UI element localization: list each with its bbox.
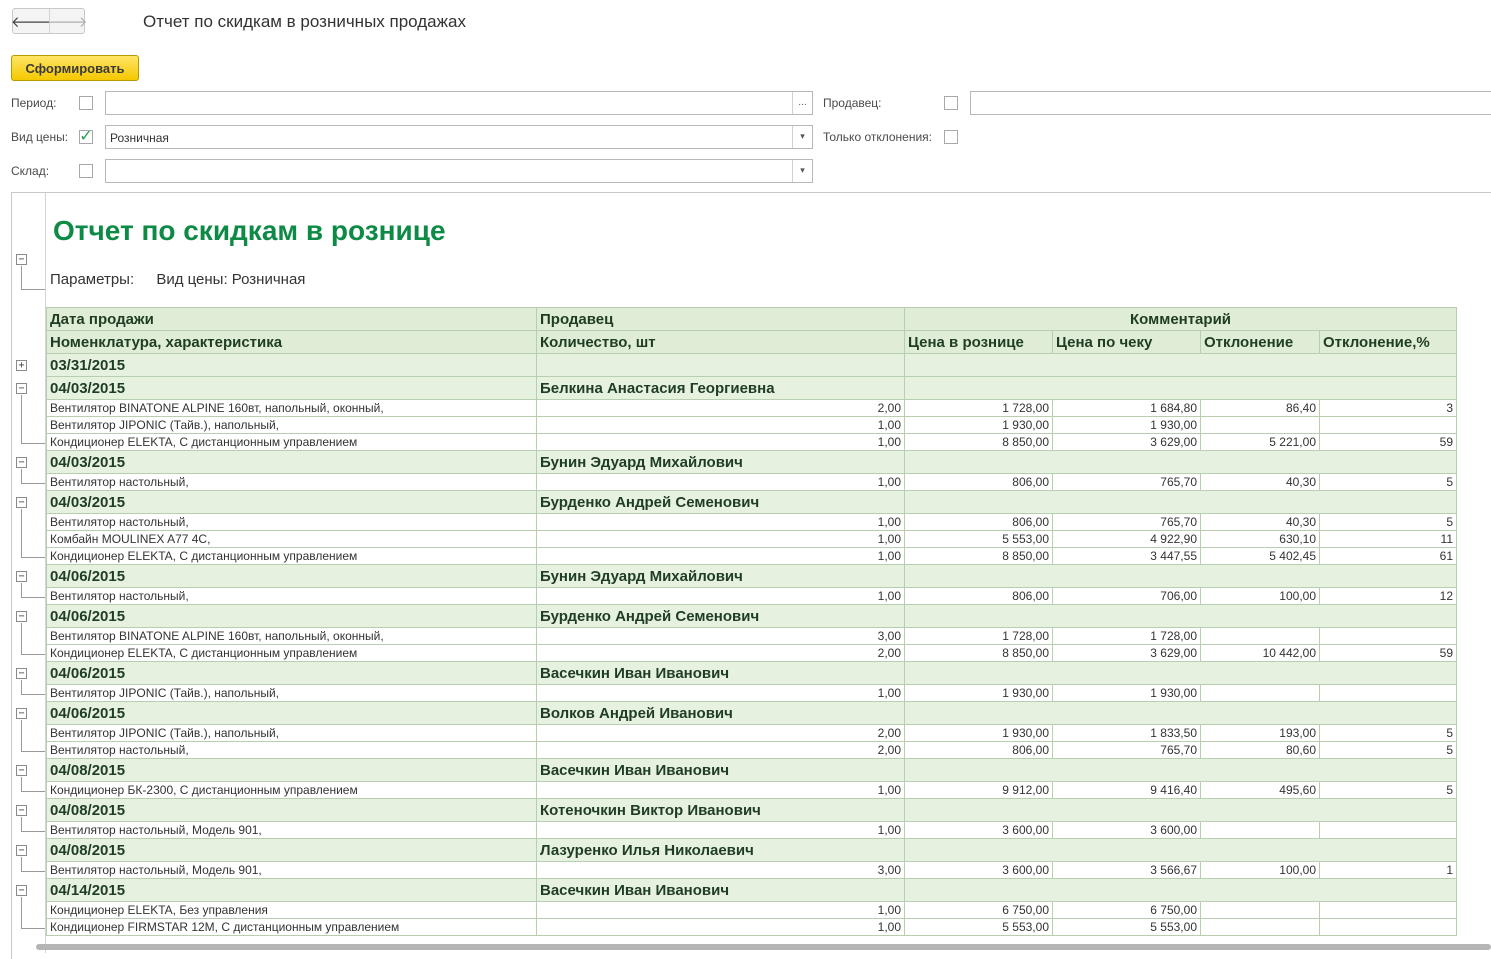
header-sale-date: Дата продажи bbox=[47, 308, 537, 331]
deviation-cell: 40,30 bbox=[1201, 514, 1320, 531]
tree-line bbox=[21, 897, 22, 928]
deviation-pct-cell: 5 bbox=[1320, 474, 1457, 491]
deviation-pct-cell bbox=[1320, 822, 1457, 839]
tree-line bbox=[21, 694, 45, 695]
deviation-cell: 10 442,00 bbox=[1201, 645, 1320, 662]
deviation-cell: 5 221,00 bbox=[1201, 434, 1320, 451]
check-price-cell: 1 930,00 bbox=[1053, 685, 1201, 702]
report-parameters bbox=[50, 271, 305, 288]
group-row[interactable] bbox=[47, 565, 1457, 588]
report-table bbox=[46, 307, 1457, 936]
table-row bbox=[47, 474, 1457, 491]
group-date: 04/06/2015 bbox=[47, 662, 537, 685]
check-price-cell: 765,70 bbox=[1053, 474, 1201, 491]
group-comment-cell bbox=[905, 565, 1457, 588]
deviation-pct-cell: 11 bbox=[1320, 531, 1457, 548]
group-row[interactable] bbox=[47, 702, 1457, 725]
item-cell: Вентилятор настольный, bbox=[47, 514, 537, 531]
item-cell: Кондиционер ELEKTA, С дистанционным управлением bbox=[47, 434, 537, 451]
tree-line bbox=[21, 289, 45, 290]
tree-line bbox=[21, 583, 22, 597]
tree-line bbox=[21, 266, 22, 290]
check-price-cell: 1 684,80 bbox=[1053, 400, 1201, 417]
table-row bbox=[47, 725, 1457, 742]
deviation-pct-cell bbox=[1320, 919, 1457, 936]
window-title: Отчет по скидкам в розничных продажах bbox=[143, 12, 466, 31]
quantity-cell: 3,00 bbox=[537, 628, 905, 645]
table-row bbox=[47, 822, 1457, 839]
table-row bbox=[47, 531, 1457, 548]
collapse-icon[interactable]: − bbox=[16, 571, 27, 582]
only-deviations-checkbox[interactable] bbox=[944, 130, 958, 144]
group-comment-cell bbox=[905, 799, 1457, 822]
expand-icon[interactable]: + bbox=[16, 360, 27, 371]
tree-line bbox=[21, 597, 45, 598]
deviation-cell bbox=[1201, 822, 1320, 839]
retail-price-cell: 9 912,00 bbox=[905, 782, 1053, 799]
header-deviation-pct: Отклонение,% bbox=[1320, 331, 1457, 354]
quantity-cell: 1,00 bbox=[537, 588, 905, 605]
check-price-cell: 6 750,00 bbox=[1053, 902, 1201, 919]
deviation-pct-cell bbox=[1320, 417, 1457, 434]
group-date: 04/08/2015 bbox=[47, 759, 537, 782]
collapse-icon[interactable]: − bbox=[16, 845, 27, 856]
item-cell: Кондиционер ELEKTA, С дистанционным управлением bbox=[47, 645, 537, 662]
tree-line bbox=[21, 871, 45, 872]
header-item: Номенклатура, характеристика bbox=[47, 331, 537, 354]
tree-line bbox=[21, 557, 45, 558]
group-seller: Бунин Эдуард Михайлович bbox=[537, 565, 905, 588]
retail-price-cell: 5 553,00 bbox=[905, 531, 1053, 548]
table-row bbox=[47, 548, 1457, 565]
group-date: 04/06/2015 bbox=[47, 605, 537, 628]
quantity-cell: 1,00 bbox=[537, 822, 905, 839]
collapse-icon[interactable]: − bbox=[16, 885, 27, 896]
group-row[interactable] bbox=[47, 839, 1457, 862]
quantity-cell: 1,00 bbox=[537, 434, 905, 451]
table-row bbox=[47, 685, 1457, 702]
seller-field[interactable] bbox=[970, 91, 1491, 115]
header-retail-price: Цена в рознице bbox=[905, 331, 1053, 354]
table-row bbox=[47, 514, 1457, 531]
group-date: 04/14/2015 bbox=[47, 879, 537, 902]
collapse-icon[interactable]: − bbox=[16, 668, 27, 679]
group-date: 04/03/2015 bbox=[47, 491, 537, 514]
group-seller: Котеночкин Виктор Иванович bbox=[537, 799, 905, 822]
group-row[interactable] bbox=[47, 759, 1457, 782]
check-price-cell: 4 922,90 bbox=[1053, 531, 1201, 548]
header-deviation: Отклонение bbox=[1201, 331, 1320, 354]
tree-line bbox=[21, 720, 22, 751]
deviation-cell bbox=[1201, 685, 1320, 702]
group-date: 04/06/2015 bbox=[47, 565, 537, 588]
tree-line bbox=[21, 928, 45, 929]
seller-checkbox[interactable] bbox=[944, 96, 958, 110]
table-row bbox=[47, 742, 1457, 759]
price-type-checkbox[interactable] bbox=[79, 125, 93, 145]
table-row bbox=[47, 434, 1457, 451]
tree-line bbox=[21, 469, 22, 483]
retail-price-cell: 8 850,00 bbox=[905, 434, 1053, 451]
deviation-cell bbox=[1201, 417, 1320, 434]
check-price-cell: 765,70 bbox=[1053, 742, 1201, 759]
quantity-cell: 3,00 bbox=[537, 862, 905, 879]
quantity-cell: 2,00 bbox=[537, 400, 905, 417]
deviation-pct-cell: 3 bbox=[1320, 400, 1457, 417]
retail-price-cell: 3 600,00 bbox=[905, 862, 1053, 879]
tree-line bbox=[21, 831, 45, 832]
retail-price-cell: 806,00 bbox=[905, 474, 1053, 491]
checkmark-icon: ✓ bbox=[79, 125, 93, 145]
group-row-collapsed[interactable] bbox=[47, 354, 1457, 377]
group-date: 04/03/2015 bbox=[47, 451, 537, 474]
item-cell: Вентилятор настольный, Модель 901, bbox=[47, 862, 537, 879]
group-comment-cell bbox=[905, 759, 1457, 782]
table-row bbox=[47, 862, 1457, 879]
collapse-icon[interactable]: − bbox=[16, 611, 27, 622]
group-seller: Волков Андрей Иванович bbox=[537, 702, 905, 725]
navigation-buttons bbox=[10, 8, 88, 34]
table-row bbox=[47, 902, 1457, 919]
deviation-cell: 100,00 bbox=[1201, 862, 1320, 879]
group-comment-cell bbox=[905, 451, 1457, 474]
group-row[interactable] bbox=[47, 377, 1457, 400]
group-seller: Лазуренко Илья Николаевич bbox=[537, 839, 905, 862]
group-row[interactable] bbox=[47, 605, 1457, 628]
item-cell: Вентилятор JIPONIC (Тайв.), напольный, bbox=[47, 725, 537, 742]
header-comment: Комментарий bbox=[905, 308, 1457, 331]
check-price-cell: 765,70 bbox=[1053, 514, 1201, 531]
tree-line bbox=[21, 680, 22, 694]
deviation-cell: 5 402,45 bbox=[1201, 548, 1320, 565]
collapse-icon[interactable]: − bbox=[16, 254, 27, 265]
item-cell: Комбайн MOULINEX A77 4C, bbox=[47, 531, 537, 548]
deviation-cell: 495,60 bbox=[1201, 782, 1320, 799]
quantity-cell: 1,00 bbox=[537, 685, 905, 702]
group-seller: Васечкин Иван Иванович bbox=[537, 759, 905, 782]
period-label: Период: bbox=[11, 96, 57, 110]
tree-line bbox=[21, 623, 22, 654]
tree-line bbox=[21, 483, 45, 484]
group-row[interactable] bbox=[47, 879, 1457, 902]
group-comment-cell bbox=[905, 491, 1457, 514]
item-cell: Вентилятор настольный, bbox=[47, 474, 537, 491]
deviation-pct-cell: 5 bbox=[1320, 742, 1457, 759]
deviation-cell: 100,00 bbox=[1201, 588, 1320, 605]
quantity-cell: 1,00 bbox=[537, 514, 905, 531]
group-seller: Васечкин Иван Иванович bbox=[537, 662, 905, 685]
item-cell: Кондиционер БК-2300, С дистанционным управлением bbox=[47, 782, 537, 799]
quantity-cell: 2,00 bbox=[537, 645, 905, 662]
table-row bbox=[47, 919, 1457, 936]
group-date: 04/08/2015 bbox=[47, 839, 537, 862]
group-row[interactable] bbox=[47, 451, 1457, 474]
check-price-cell: 9 416,40 bbox=[1053, 782, 1201, 799]
check-price-cell: 1 728,00 bbox=[1053, 628, 1201, 645]
check-price-cell: 1 833,50 bbox=[1053, 725, 1201, 742]
item-cell: Вентилятор BINATONE ALPINE 160вт, напольный, оконный, bbox=[47, 400, 537, 417]
deviation-cell bbox=[1201, 902, 1320, 919]
item-cell: Вентилятор настольный, bbox=[47, 742, 537, 759]
header-check-price: Цена по чеку bbox=[1053, 331, 1201, 354]
collapse-icon[interactable]: − bbox=[16, 497, 27, 508]
deviation-cell: 80,60 bbox=[1201, 742, 1320, 759]
report-title: Отчет по скидкам в рознице bbox=[53, 215, 446, 246]
price-type-field[interactable] bbox=[105, 125, 813, 149]
generate-button[interactable]: Сформировать bbox=[11, 55, 139, 81]
deviation-pct-cell: 5 bbox=[1320, 514, 1457, 531]
collapse-icon[interactable]: − bbox=[16, 765, 27, 776]
deviation-pct-cell bbox=[1320, 685, 1457, 702]
only-deviations-label: Только отклонения: bbox=[823, 130, 933, 144]
deviation-pct-cell: 59 bbox=[1320, 645, 1457, 662]
header-row-1 bbox=[47, 308, 1457, 331]
tree-line bbox=[21, 817, 22, 831]
retail-price-cell: 806,00 bbox=[905, 742, 1053, 759]
period-field[interactable] bbox=[105, 91, 813, 115]
group-comment-cell bbox=[905, 662, 1457, 685]
retail-price-cell: 8 850,00 bbox=[905, 548, 1053, 565]
tree-line bbox=[21, 857, 22, 871]
collapse-icon[interactable]: − bbox=[16, 805, 27, 816]
deviation-cell bbox=[1201, 919, 1320, 936]
item-cell: Кондиционер FIRMSTAR 12M, С дистанционным управлением bbox=[47, 919, 537, 936]
group-seller: Бурденко Андрей Семенович bbox=[537, 605, 905, 628]
group-comment-cell bbox=[905, 605, 1457, 628]
quantity-cell: 1,00 bbox=[537, 417, 905, 434]
header-seller: Продавец bbox=[537, 308, 905, 331]
group-seller: Бурденко Андрей Семенович bbox=[537, 491, 905, 514]
check-price-cell: 3 600,00 bbox=[1053, 822, 1201, 839]
check-price-cell: 706,00 bbox=[1053, 588, 1201, 605]
group-row[interactable] bbox=[47, 662, 1457, 685]
quantity-cell: 1,00 bbox=[537, 782, 905, 799]
forward-arrow-icon[interactable]: 🡒 bbox=[49, 9, 85, 33]
price-type-value: Розничная bbox=[110, 131, 169, 145]
group-comment-cell bbox=[905, 839, 1457, 862]
seller-label: Продавец: bbox=[823, 96, 882, 110]
deviation-cell bbox=[1201, 628, 1320, 645]
deviation-pct-cell bbox=[1320, 628, 1457, 645]
table-row bbox=[47, 782, 1457, 799]
retail-price-cell: 806,00 bbox=[905, 588, 1053, 605]
item-cell: Вентилятор настольный, Модель 901, bbox=[47, 822, 537, 839]
collapse-icon[interactable]: − bbox=[16, 708, 27, 719]
deviation-cell: 630,10 bbox=[1201, 531, 1320, 548]
item-cell: Кондиционер ELEKTA, С дистанционным управлением bbox=[47, 548, 537, 565]
quantity-cell: 1,00 bbox=[537, 919, 905, 936]
check-price-cell: 3 566,67 bbox=[1053, 862, 1201, 879]
group-seller: Васечкин Иван Иванович bbox=[537, 879, 905, 902]
period-checkbox[interactable] bbox=[79, 96, 93, 110]
group-date: 04/08/2015 bbox=[47, 799, 537, 822]
table-row bbox=[47, 417, 1457, 434]
quantity-cell: 2,00 bbox=[537, 725, 905, 742]
group-seller: Белкина Анастасия Георгиевна bbox=[537, 377, 905, 400]
report-document bbox=[11, 192, 1491, 959]
item-cell: Вентилятор JIPONIC (Тайв.), напольный, bbox=[47, 685, 537, 702]
tree-line bbox=[21, 395, 22, 443]
deviation-pct-cell bbox=[1320, 902, 1457, 919]
deviation-pct-cell: 1 bbox=[1320, 862, 1457, 879]
warehouse-label: Склад: bbox=[11, 164, 50, 178]
group-comment-cell bbox=[905, 879, 1457, 902]
collapse-icon[interactable]: − bbox=[16, 457, 27, 468]
table-row bbox=[47, 628, 1457, 645]
retail-price-cell: 1 930,00 bbox=[905, 685, 1053, 702]
collapse-icon[interactable]: − bbox=[16, 383, 27, 394]
check-price-cell: 1 930,00 bbox=[1053, 417, 1201, 434]
price-type-label: Вид цены: bbox=[11, 130, 69, 144]
parameters-value: Вид цены: Розничная bbox=[156, 271, 306, 288]
deviation-cell: 40,30 bbox=[1201, 474, 1320, 491]
group-comment-cell bbox=[905, 702, 1457, 725]
group-date: 04/03/2015 bbox=[47, 377, 537, 400]
tree-line bbox=[21, 443, 45, 444]
chevron-down-icon[interactable]: ▾ bbox=[792, 160, 812, 182]
period-picker-button[interactable]: ... bbox=[792, 92, 812, 114]
tree-line bbox=[21, 654, 45, 655]
item-cell: Вентилятор настольный, bbox=[47, 588, 537, 605]
check-price-cell: 3 629,00 bbox=[1053, 434, 1201, 451]
deviation-pct-cell: 59 bbox=[1320, 434, 1457, 451]
group-row[interactable] bbox=[47, 799, 1457, 822]
check-price-cell: 5 553,00 bbox=[1053, 919, 1201, 936]
retail-price-cell: 1 930,00 bbox=[905, 725, 1053, 742]
tree-line bbox=[21, 791, 45, 792]
quantity-cell: 1,00 bbox=[537, 548, 905, 565]
back-arrow-icon[interactable]: 🡐 bbox=[10, 12, 52, 31]
deviation-cell: 193,00 bbox=[1201, 725, 1320, 742]
item-cell: Вентилятор BINATONE ALPINE 160вт, напольный, оконный, bbox=[47, 628, 537, 645]
quantity-cell: 1,00 bbox=[537, 531, 905, 548]
chevron-down-icon[interactable]: ▾ bbox=[792, 126, 812, 148]
table-row bbox=[47, 588, 1457, 605]
quantity-cell: 1,00 bbox=[537, 474, 905, 491]
deviation-pct-cell: 61 bbox=[1320, 548, 1457, 565]
tree-line bbox=[21, 751, 45, 752]
header-quantity: Количество, шт bbox=[537, 331, 905, 354]
quantity-cell: 2,00 bbox=[537, 742, 905, 759]
deviation-pct-cell: 12 bbox=[1320, 588, 1457, 605]
retail-price-cell: 806,00 bbox=[905, 514, 1053, 531]
horizontal-scrollbar[interactable] bbox=[36, 944, 1491, 950]
retail-price-cell: 8 850,00 bbox=[905, 645, 1053, 662]
warehouse-field[interactable] bbox=[105, 159, 813, 183]
retail-price-cell: 1 728,00 bbox=[905, 400, 1053, 417]
table-row bbox=[47, 400, 1457, 417]
item-cell: Кондиционер ELEKTA, Без управления bbox=[47, 902, 537, 919]
tree-line bbox=[21, 509, 22, 557]
group-date: 03/31/2015 bbox=[47, 354, 537, 377]
parameters-label: Параметры: bbox=[50, 271, 135, 288]
check-price-cell: 3 629,00 bbox=[1053, 645, 1201, 662]
quantity-cell: 1,00 bbox=[537, 902, 905, 919]
deviation-pct-cell: 5 bbox=[1320, 782, 1457, 799]
retail-price-cell: 5 553,00 bbox=[905, 919, 1053, 936]
group-row[interactable] bbox=[47, 491, 1457, 514]
group-seller: Бунин Эдуард Михайлович bbox=[537, 451, 905, 474]
warehouse-checkbox[interactable] bbox=[79, 164, 93, 178]
deviation-cell: 86,40 bbox=[1201, 400, 1320, 417]
retail-price-cell: 1 728,00 bbox=[905, 628, 1053, 645]
deviation-pct-cell: 5 bbox=[1320, 725, 1457, 742]
retail-price-cell: 6 750,00 bbox=[905, 902, 1053, 919]
table-row bbox=[47, 645, 1457, 662]
item-cell: Вентилятор JIPONIC (Тайв.), напольный, bbox=[47, 417, 537, 434]
group-date: 04/06/2015 bbox=[47, 702, 537, 725]
retail-price-cell: 3 600,00 bbox=[905, 822, 1053, 839]
group-comment-cell bbox=[905, 377, 1457, 400]
header-row-2 bbox=[47, 331, 1457, 354]
tree-line bbox=[21, 777, 22, 791]
retail-price-cell: 1 930,00 bbox=[905, 417, 1053, 434]
check-price-cell: 3 447,55 bbox=[1053, 548, 1201, 565]
